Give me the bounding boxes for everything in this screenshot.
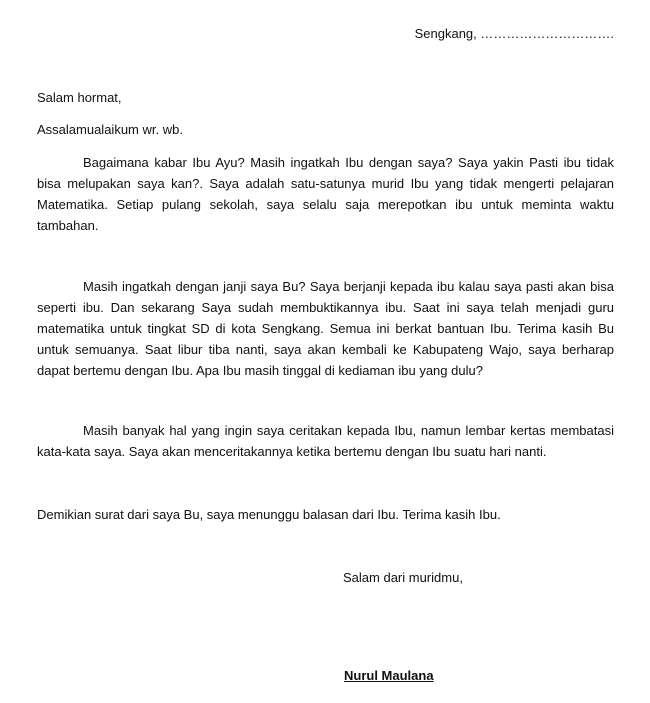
letter-closing: Demikian surat dari saya Bu, saya menunggu balasan dari Ibu. Terima kasih Ibu.	[37, 507, 501, 522]
letter-opening: Assalamualaikum wr. wb.	[37, 122, 183, 137]
letter-paragraph-1: Bagaimana kabar Ibu Ayu? Masih ingatkah Ibu dengan saya? Saya yakin Pasti ibu tidak bisa melupakan saya kan?. Saya adalah satu-satunya murid Ibu yang tidak mengerti pelajaran Matematika. Setiap pulang sekolah, saya selalu saja merepotkan ibu untuk meminta waktu tambahan.	[37, 155, 614, 233]
signature-name: Nurul Maulana	[344, 668, 434, 683]
letter-paragraph-2: Masih ingatkah dengan janji saya Bu? Saya berjanji kepada ibu kalau saya pasti akan bisa seperti ibu. Dan sekarang Saya sudah membuktikannya ibu. Saat ini saya telah menjadi guru matematika untuk tingkat SD di kota Sengkang. Semua ini berkat bantuan Ibu. Terima kasih Bu untuk semuanya. Saat libur tiba nanti, saya akan kembali ke Kabupateng Wajo, saya berharap dapat bertemu dengan Ibu. Apa Ibu masih tinggal di kediaman ibu yang dulu?	[37, 279, 614, 378]
place-date-line: Sengkang, ………………………….	[414, 26, 614, 41]
letter-greeting: Salam hormat,	[37, 90, 122, 105]
signature-greeting: Salam dari muridmu,	[343, 570, 463, 585]
letter-paragraph-3: Masih banyak hal yang ingin saya ceritakan kepada Ibu, namun lembar kertas membatasi kata-kata saya. Saya akan menceritakannya ketika bertemu dengan Ibu suatu hari nanti.	[37, 423, 614, 459]
